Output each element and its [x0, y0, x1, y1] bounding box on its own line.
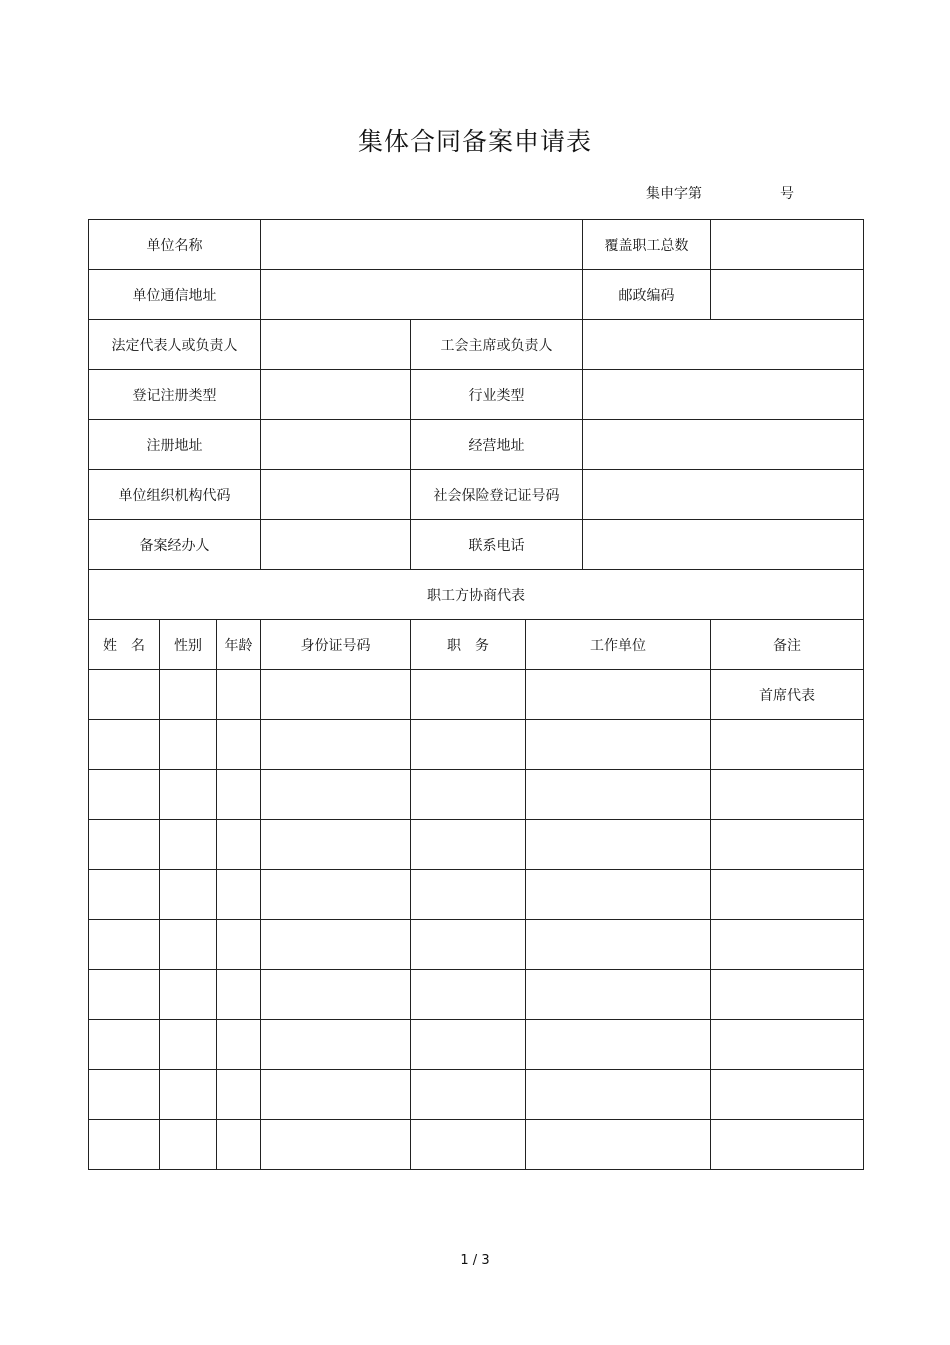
table-cell[interactable] [261, 970, 411, 1020]
field-label: 单位组织机构代码 [89, 470, 261, 520]
table-cell[interactable] [89, 870, 160, 920]
table-cell[interactable] [711, 1120, 864, 1170]
table-cell[interactable] [411, 920, 526, 970]
field-label: 联系电话 [411, 520, 583, 570]
column-header: 年龄 [217, 620, 261, 670]
field-value[interactable] [583, 420, 864, 470]
field-label: 登记注册类型 [89, 370, 261, 420]
page-title: 集体合同备案申请表 [357, 127, 592, 156]
table-row [89, 1020, 864, 1070]
table-cell[interactable] [526, 770, 711, 820]
table-cell[interactable] [711, 770, 864, 820]
rep-header-row [89, 620, 864, 670]
table-cell[interactable] [411, 670, 526, 720]
field-value[interactable] [261, 470, 411, 520]
table-cell[interactable] [89, 1020, 160, 1070]
table-cell[interactable] [711, 720, 864, 770]
table-cell[interactable] [217, 1120, 261, 1170]
table-cell[interactable] [711, 920, 864, 970]
page-indicator: 1 / 3 [460, 1253, 490, 1268]
table-cell[interactable] [160, 820, 217, 870]
table-cell[interactable] [89, 670, 160, 720]
table-cell[interactable] [711, 1070, 864, 1120]
column-header: 性别 [160, 620, 217, 670]
info-row [89, 370, 864, 420]
table-row [89, 770, 864, 820]
table-cell[interactable] [526, 1020, 711, 1070]
field-value[interactable] [261, 370, 411, 420]
field-value[interactable] [583, 470, 864, 520]
table-cell[interactable] [526, 670, 711, 720]
field-value[interactable] [583, 320, 864, 370]
table-row [89, 720, 864, 770]
table-cell[interactable] [261, 770, 411, 820]
field-value[interactable] [583, 370, 864, 420]
table-row [89, 1070, 864, 1120]
column-header: 工作单位 [526, 620, 711, 670]
field-value[interactable] [261, 270, 583, 320]
table-cell[interactable] [411, 1120, 526, 1170]
field-label: 覆盖职工总数 [583, 220, 711, 270]
info-row [89, 320, 864, 370]
table-cell[interactable] [411, 720, 526, 770]
table-cell[interactable] [526, 870, 711, 920]
field-value[interactable] [261, 520, 411, 570]
table-cell[interactable] [411, 1070, 526, 1120]
table-cell[interactable] [160, 920, 217, 970]
table-cell[interactable] [261, 820, 411, 870]
section-row [89, 570, 864, 620]
table-row [89, 870, 864, 920]
table-cell[interactable] [89, 920, 160, 970]
document-number-prefix: 集申字第 [646, 186, 702, 202]
table-cell[interactable] [217, 820, 261, 870]
table-cell[interactable] [261, 1120, 411, 1170]
table-cell[interactable] [217, 1020, 261, 1070]
field-label: 法定代表人或负责人 [89, 320, 261, 370]
field-label: 备案经办人 [89, 520, 261, 570]
field-value[interactable] [261, 420, 411, 470]
table-cell[interactable] [411, 770, 526, 820]
table-row [89, 670, 864, 720]
table-cell[interactable] [526, 820, 711, 870]
table-cell[interactable] [261, 1070, 411, 1120]
table-cell[interactable] [160, 770, 217, 820]
table-cell[interactable] [261, 670, 411, 720]
table-cell[interactable] [217, 970, 261, 1020]
table-cell[interactable] [711, 970, 864, 1020]
table-cell[interactable] [217, 870, 261, 920]
table-cell[interactable] [89, 1070, 160, 1120]
column-header: 姓 名 [89, 620, 160, 670]
table-row [89, 1120, 864, 1170]
field-value[interactable] [711, 270, 864, 320]
table-cell[interactable] [526, 920, 711, 970]
table-cell[interactable] [89, 1120, 160, 1170]
table-row [89, 970, 864, 1020]
table-row [89, 820, 864, 870]
field-value[interactable] [261, 320, 411, 370]
document-number-suffix: 号 [780, 186, 794, 202]
table-cell[interactable] [160, 870, 217, 920]
section-title: 职工方协商代表 [89, 570, 864, 620]
column-header: 职 务 [411, 620, 526, 670]
field-label: 行业类型 [411, 370, 583, 420]
field-value[interactable] [261, 220, 583, 270]
info-row [89, 220, 864, 270]
table-cell[interactable] [411, 970, 526, 1020]
table-cell[interactable] [261, 1020, 411, 1070]
table-cell[interactable] [89, 820, 160, 870]
table-cell[interactable] [711, 820, 864, 870]
table-cell[interactable] [261, 920, 411, 970]
table-cell[interactable] [160, 1020, 217, 1070]
table-cell[interactable] [217, 1070, 261, 1120]
table-cell[interactable] [711, 1020, 864, 1070]
table-cell[interactable] [217, 670, 261, 720]
field-value[interactable] [583, 520, 864, 570]
table-row [89, 920, 864, 970]
table-cell[interactable] [411, 820, 526, 870]
table-cell[interactable] [217, 770, 261, 820]
table-cell[interactable] [160, 1070, 217, 1120]
table-cell[interactable] [89, 720, 160, 770]
table-cell[interactable] [160, 970, 217, 1020]
field-label: 邮政编码 [583, 270, 711, 320]
table-cell[interactable] [217, 720, 261, 770]
info-row [89, 270, 864, 320]
table-cell[interactable] [89, 770, 160, 820]
table-cell[interactable] [711, 870, 864, 920]
table-cell[interactable] [160, 1120, 217, 1170]
info-row [89, 470, 864, 520]
document-number [646, 183, 794, 203]
field-value[interactable] [711, 220, 864, 270]
table-cell[interactable] [217, 920, 261, 970]
field-label: 经营地址 [411, 420, 583, 470]
field-label: 单位名称 [89, 220, 261, 270]
table-cell[interactable] [411, 1020, 526, 1070]
table-cell[interactable] [89, 970, 160, 1020]
table-cell[interactable]: 首席代表 [711, 670, 864, 720]
application-form-table [88, 219, 864, 1170]
table-cell[interactable] [261, 720, 411, 770]
table-cell[interactable] [526, 1070, 711, 1120]
column-header: 身份证号码 [261, 620, 411, 670]
table-cell[interactable] [411, 870, 526, 920]
field-label: 工会主席或负责人 [411, 320, 583, 370]
table-cell[interactable] [526, 970, 711, 1020]
info-row [89, 520, 864, 570]
table-cell[interactable] [261, 870, 411, 920]
field-label: 注册地址 [89, 420, 261, 470]
info-row [89, 420, 864, 470]
column-header: 备注 [711, 620, 864, 670]
field-label: 单位通信地址 [89, 270, 261, 320]
table-cell[interactable] [526, 720, 711, 770]
table-cell[interactable] [526, 1120, 711, 1170]
table-cell[interactable] [160, 670, 217, 720]
table-cell[interactable] [160, 720, 217, 770]
field-label: 社会保险登记证号码 [411, 470, 583, 520]
